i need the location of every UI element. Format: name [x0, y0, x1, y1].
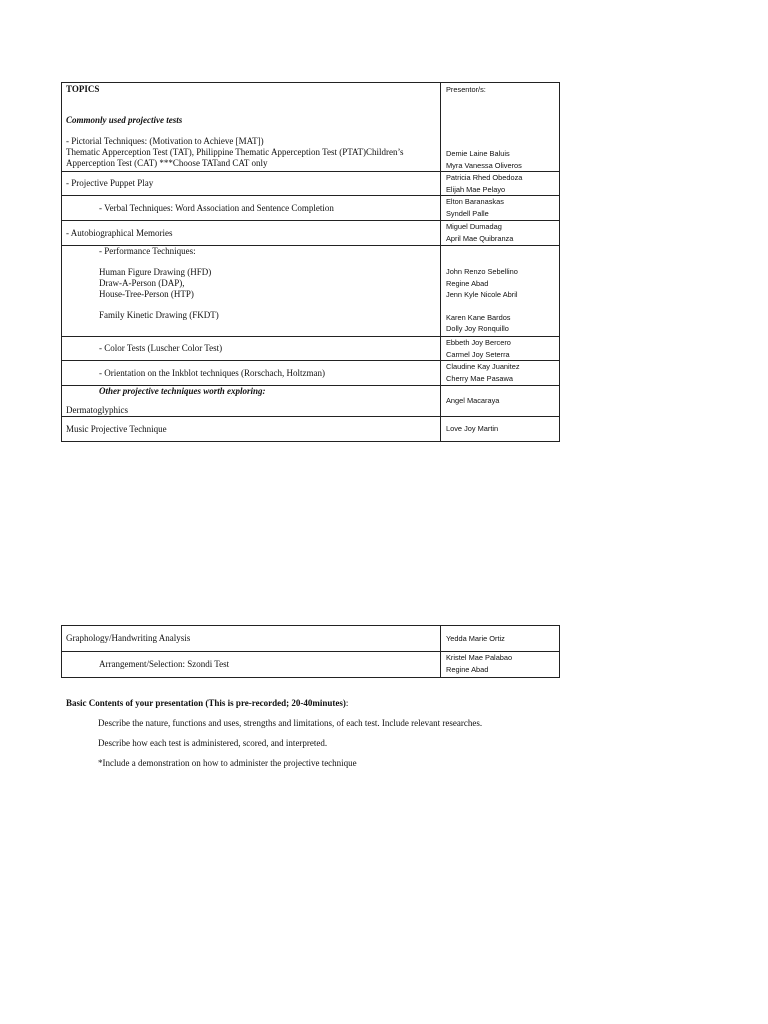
topic-line: Commonly used projective tests	[66, 115, 183, 125]
topic-line: - Color Tests (Luscher Color Test)	[99, 343, 223, 353]
topic-line: Apperception Test (CAT) ***Choose TATand CAT only	[66, 158, 268, 168]
topics-cell	[62, 172, 441, 196]
presentor-name: Demie Laine Baluis	[446, 149, 510, 158]
presentor-name: Kristel Mae Palabao	[446, 653, 513, 662]
topics-cell	[62, 221, 441, 246]
table-row	[62, 626, 560, 652]
presentors-cell	[441, 386, 560, 417]
presentation-notes	[66, 698, 482, 769]
presentor-name: April Mae Quibranza	[446, 233, 514, 243]
topics-cell	[62, 246, 441, 337]
topics-cell	[62, 196, 441, 221]
presentors-cell	[441, 196, 560, 221]
presentor-name: Carmel Joy Seterra	[446, 349, 510, 359]
topic-line: Draw-A-Person (DAP),	[99, 278, 185, 288]
table-row	[62, 196, 560, 221]
notes-item: Describe the nature, functions and uses, strengths and limitations, of each test. Include relevant researches.	[98, 718, 483, 728]
notes-heading	[66, 698, 482, 709]
table-row	[62, 417, 560, 442]
presentors-cell	[441, 83, 560, 172]
topic-line: House-Tree-Person (HTP)	[99, 289, 194, 299]
presentor-name: Ebbeth Joy Bercero	[446, 338, 511, 347]
presentor-name: Elton Baranaskas	[446, 197, 504, 206]
notes-heading-suffix: :	[345, 698, 349, 708]
presentor-name: Myra Vanessa Oliveros	[446, 160, 522, 170]
topic-line: Thematic Apperception Test (TAT), Philippine Thematic Apperception Test (PTAT)Children’s	[66, 147, 404, 157]
topics-cell	[62, 83, 441, 172]
topic-line: Arrangement/Selection: Szondi Test	[99, 659, 230, 669]
table-row	[62, 221, 560, 246]
table-row	[62, 652, 560, 678]
topics-cell	[62, 361, 441, 386]
presentor-name: Yedda Marie Ortiz	[446, 633, 505, 643]
topic-line: Dermatoglyphics	[66, 405, 128, 415]
topic-line: - Orientation on the Inkblot techniques (Rorschach, Holtzman)	[99, 367, 325, 378]
presentors-cell	[441, 361, 560, 386]
presentor-name: Patricia Rhed Obedoza	[446, 173, 523, 182]
topics-cell	[62, 337, 441, 361]
topic-line: Human Figure Drawing (HFD)	[99, 267, 212, 277]
topic-line: - Pictorial Techniques: (Motivation to Achieve [MAT])	[66, 136, 264, 146]
notes-item: *Include a demonstration on how to administer the projective technique	[98, 758, 357, 768]
presentor-name: Claudine Kay Juanitez	[446, 362, 520, 371]
presentor-name: Dolly Joy Ronquillo	[446, 324, 509, 333]
table-row	[62, 386, 560, 417]
topic-line: Other projective techniques worth exploring:	[99, 386, 266, 396]
presentors-cell	[441, 246, 560, 337]
presentor-name: Syndell Palle	[446, 208, 489, 218]
topics-table	[61, 82, 560, 442]
presentors-cell	[441, 652, 560, 678]
topic-line: Music Projective Technique	[66, 423, 167, 434]
presentors-cell	[441, 172, 560, 196]
presentor-name: Elijah Mae Pelayo	[446, 184, 506, 194]
topics-cell	[62, 417, 441, 442]
topic-line: - Projective Puppet Play	[66, 178, 154, 188]
presentors-header: Presentor/s:	[446, 85, 486, 94]
table-row	[62, 361, 560, 386]
presentors-cell	[441, 221, 560, 246]
presentor-name: Miguel Dumadag	[446, 222, 502, 231]
presentor-name: Regine Abad	[446, 278, 489, 288]
presentors-cell	[441, 626, 560, 652]
topic-line: Graphology/Handwriting Analysis	[66, 633, 191, 643]
presentor-name: Regine Abad	[446, 664, 489, 674]
topic-line: - Autobiographical Memories	[66, 227, 173, 238]
presentor-name: Love Joy Martin	[446, 424, 499, 434]
presentor-name: Jenn Kyle Nicole Abril	[446, 290, 518, 299]
table-row	[62, 83, 560, 172]
table-row	[62, 172, 560, 196]
notes-item: Describe how each test is administered, scored, and interpreted.	[98, 738, 328, 748]
topics-header: TOPICS	[66, 84, 100, 94]
presentors-cell	[441, 417, 560, 442]
topic-line: Family Kinetic Drawing (FKDT)	[99, 310, 219, 320]
table-row	[62, 246, 560, 337]
presentor-name: Angel Macaraya	[446, 396, 500, 406]
topic-line: - Performance Techniques:	[99, 246, 196, 256]
topics-cell	[62, 652, 441, 678]
presentors-cell	[441, 337, 560, 361]
presentor-name: John Renzo Sebellino	[446, 267, 518, 276]
topics-cell	[62, 386, 441, 417]
topics-table-continued	[61, 625, 560, 678]
notes-heading-text: Basic Contents of your presentation (This is pre-recorded; 20-40minutes)	[66, 698, 346, 708]
table-row	[62, 337, 560, 361]
topic-line: - Verbal Techniques: Word Association and Sentence Completion	[99, 202, 334, 213]
topics-cell	[62, 626, 441, 652]
presentor-name: Cherry Mae Pasawa	[446, 373, 513, 383]
presentor-name: Karen Kane Bardos	[446, 312, 511, 322]
